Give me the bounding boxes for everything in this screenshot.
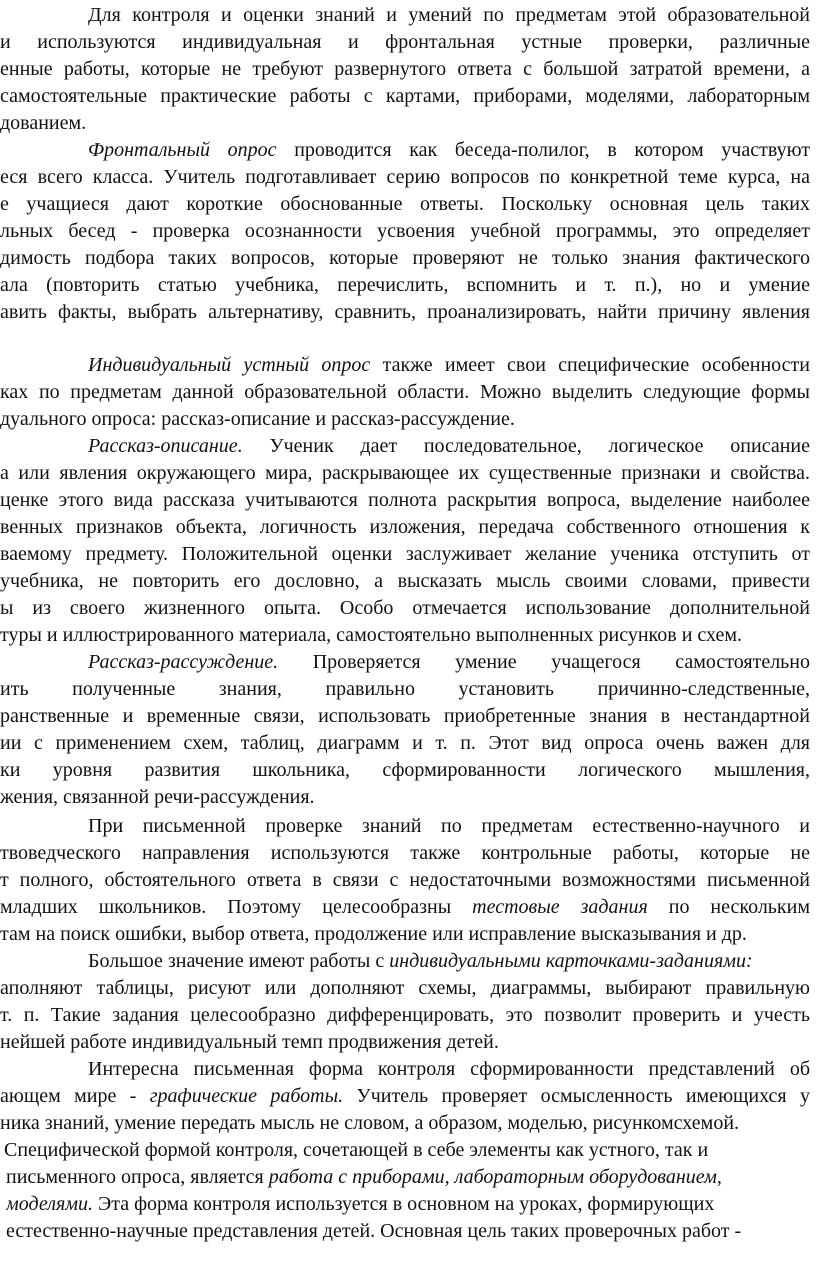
text-line: ках по предметам данной образовательной области. Можно выделить следующие формы [0,381,810,403]
text-line: Индивидуальный устный опрос также имеет свои специфические особенности [88,354,810,376]
italic-term: моделями. [6,1193,94,1215]
text-line: туры и иллюстрированного материала, самостоятельно выполненных рисунков и схем. [0,624,743,646]
text-line: твоведческого направления используются также контрольные работы, которые не [0,842,810,864]
italic-term: индивидуальными карточками-заданиями: [389,950,753,972]
text-line: а или явления окружающего мира, раскрывающее их существенные признаки и свойства. [0,462,810,484]
text-line: Фронтальный опрос проводится как беседа-полилог, в котором участвуют [88,139,810,161]
italic-term: Рассказ-рассуждение. [88,651,279,673]
text-line: авить факты, выбрать альтернативу, сравнить, проанализировать, найти причину явления [0,301,810,323]
text-line: Для контроля и оценки знаний и умений по предметам этой образовательной [88,4,810,26]
text-line: аполняют таблицы, рисуют или дополняют схемы, диаграммы, выбирают правильную [0,977,810,999]
italic-term: тестовые задания [472,896,648,918]
text-line: жения, связанной речи-рассуждения. [0,786,315,808]
text-line: т. п. Такие задания целесообразно дифференцировать, это позволит проверить и учесть [0,1004,810,1026]
text-line: младших школьников. Поэтому целесообразны тестовые задания по нескольким [0,896,810,918]
italic-term: Фронтальный опрос [88,139,277,161]
text-line: дованием. [0,112,87,134]
text-line: там на поиск ошибки, выбор ответа, продолжение или исправление высказывания и др. [0,923,747,945]
text-line: т полного, обстоятельного ответа в связи с недостаточными возможностями письменной [0,869,810,891]
text-line: учебника, не повторить его дословно, а высказать мысль своими словами, привести [0,570,810,592]
text-line: естественно-научные представления детей. Основная цель таких проверочных работ - [6,1220,742,1242]
text-line: Рассказ-рассуждение. Проверяется умение учащегося самостоятельно [88,651,810,673]
text-line: При письменной проверке знаний по предметам естественно-научного и [88,815,810,837]
text-line: письменного опроса, является работа с приборами, лабораторным оборудованием, [6,1166,722,1188]
text-line: ранственные и временные связи, использовать приобретенные знания в нестандартной [0,705,810,727]
text-line: самостоятельные практические работы с картами, приборами, моделями, лабораторным [0,85,810,107]
text-line: енные работы, которые не требуют развернутого ответа с большой затратой времени, а [0,58,810,80]
text-line: е учащиеся дают короткие обоснованные ответы. Поскольку основная цель таких [0,193,810,215]
text-line: ить полученные знания, правильно установить причинно-следственные, [0,678,810,700]
italic-term: работа с приборами, лабораторным оборудованием, [268,1166,722,1188]
text-line: ваемому предмету. Положительной оценки заслуживает желание ученика отступить от [0,543,810,565]
text-line: Большое значение имеют работы с индивидуальными карточками-заданиями: [88,950,753,972]
italic-term: графические работы. [149,1085,344,1107]
text-line: дуального опроса: рассказ-описание и рассказ-рассуждение. [0,408,515,430]
italic-term: Рассказ-описание. [88,435,243,457]
text-line: ающем мире - графические работы. Учитель проверяет осмысленность имеющихся у [0,1085,810,1107]
text-line: ии с применением схем, таблиц, диаграмм и т. п. Этот вид опроса очень важен для [0,732,810,754]
text-line: ы из своего жизненного опыта. Особо отмечается использование дополнительной [0,597,810,619]
italic-term: Индивидуальный устный опрос [88,354,371,376]
text-line: Специфической формой контроля, сочетающей в себе элементы как устного, так и [4,1139,709,1161]
text-line: димость подбора таких вопросов, которые проверяют не только знания фактического [0,247,810,269]
text-line: еся всего класса. Учитель подготавливает серию вопросов по конкретной теме курса, на [0,166,810,188]
text-line: Интересна письменная форма контроля сформированности представлений об [88,1058,810,1080]
text-line: нейшей работе индивидуальный темп продвижения детей. [0,1031,499,1053]
text-line: моделями. Эта форма контроля используется в основном на уроках, формирующих [6,1193,715,1215]
text-line: ника знаний, умение передать мысль не словом, а образом, моделью, рисункомсхемой. [0,1112,740,1134]
text-line: ценке этого вида рассказа учитываются полнота раскрытия вопроса, выделение наиболее [0,489,810,511]
text-line: венных признаков объекта, логичность изложения, передача собственного отношения к [0,516,810,538]
text-line: Рассказ-описание. Ученик дает последовательное, логическое описание [88,435,810,457]
text-line: ки уровня развития школьника, сформированности логического мышления, [0,759,810,781]
text-line: ала (повторить статью учебника, перечислить, вспомнить и т. п.), но и умение [0,274,810,296]
text-line: льных бесед - проверка осознанности усвоения учебной программы, это определяет [0,220,810,242]
text-line: и используются индивидуальная и фронтальная устные проверки, различные [0,31,810,53]
